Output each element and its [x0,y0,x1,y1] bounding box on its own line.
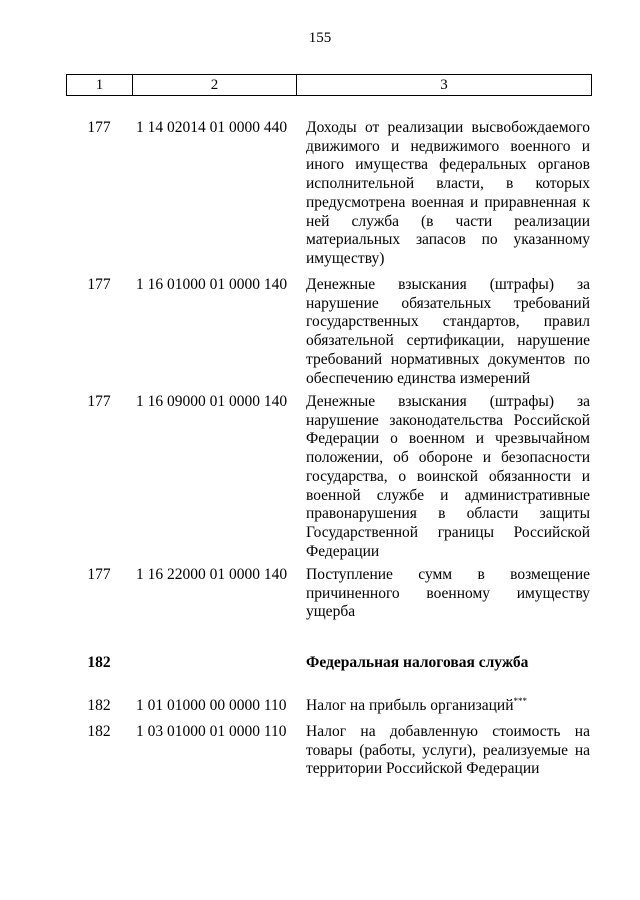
revenue-description: Налог на добавленную стоимость на товары (работы, услуги), реализуемые на территории Российской Федерации [306,723,590,778]
budget-classification-code: 1 03 01000 01 0000 110 [136,723,287,740]
admin-code: 182 [87,654,111,671]
footnote-marker: *** [513,696,528,706]
table-column-header [66,74,592,96]
admin-code: 177 [87,566,111,583]
budget-classification-code: 1 01 01000 00 0000 110 [136,697,287,714]
admin-code: 182 [87,697,111,714]
page-number: 155 [308,30,332,46]
admin-code: 182 [87,723,111,740]
section-title: Федеральная налоговая служба [306,654,529,671]
budget-classification-code: 1 16 01000 01 0000 140 [136,276,288,293]
revenue-description: Поступление сумм в возмещение причиненного военному имуществу ущерба [306,566,590,621]
budget-classification-code: 1 14 02014 01 0000 440 [136,119,288,136]
admin-code: 177 [87,393,111,410]
revenue-description-text: Налог на прибыль организаций [306,697,514,714]
budget-classification-code: 1 16 09000 01 0000 140 [136,393,288,410]
budget-classification-code: 1 16 22000 01 0000 140 [136,566,288,583]
revenue-description [306,697,590,716]
column-header-3: 3 [440,77,448,93]
admin-code: 177 [87,276,111,293]
column-header-1: 1 [67,75,133,95]
revenue-description: Денежные взыскания (штрафы) за нарушение обязательных требований государственных стандартов, правил обязательной сертификации, нарушение требований нормативных документов по обеспечению единства измерений [306,276,590,387]
revenue-description: Денежные взыскания (штрафы) за нарушение законодательства Российской Федерации о военном и чрезвычайном положении, об обороне и безопасности государства, о воинской обязанности и военной службе и административные правонарушения в области защиты Государственной границы Российской Федерации [306,393,590,560]
admin-code: 177 [87,119,111,136]
column-header-2: 2 [133,75,297,95]
revenue-description: Доходы от реализации высвобождаемого движимого и недвижимого военного и иного имущества федеральных органов исполнительной власти, в которых предусмотрена военная и приравненная к ней служба (в части реализации материальных запасов по указанному имуществу) [306,119,590,267]
